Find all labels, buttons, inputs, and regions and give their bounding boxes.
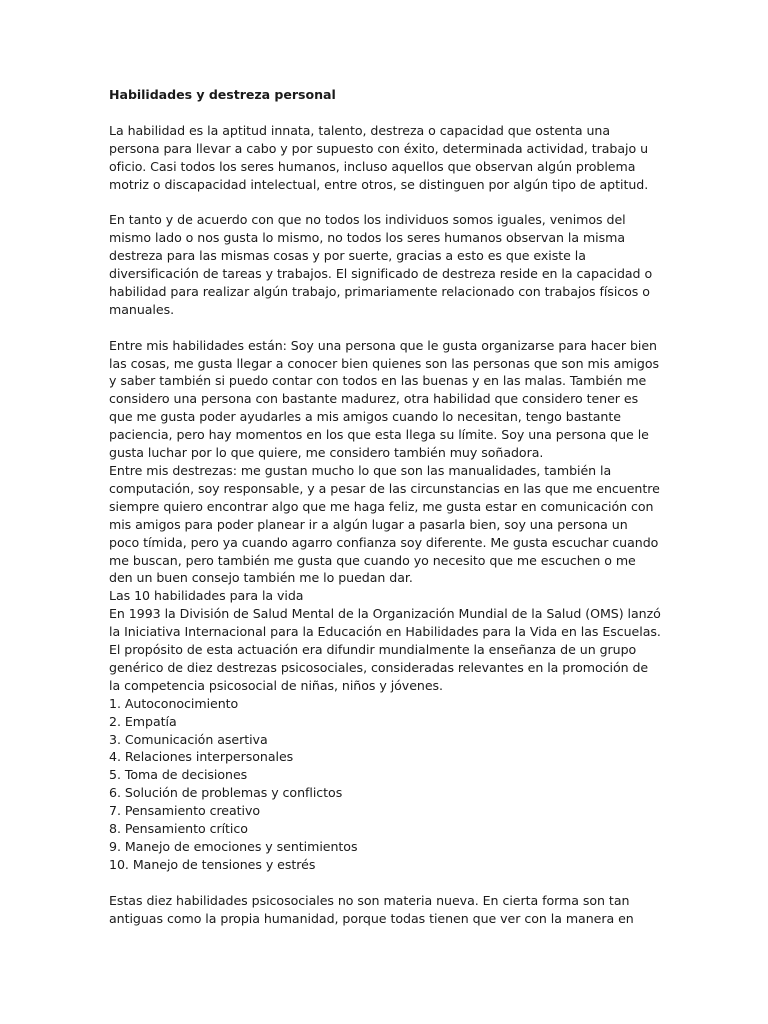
list-item: 10. Manejo de tensiones y estrés bbox=[109, 856, 316, 872]
spacer bbox=[109, 193, 661, 211]
paragraph-mis-destrezas: Entre mis destrezas: me gustan mucho lo que son las manualidades, también la computación, soy responsable, y a pesar de las circunstancias en las que me encuentre siempre quiero encontrar algo que me haga feliz, me gusta estar en comunicación con mis amigos para poder planear ir a algún lugar a pasarla bien, soy una persona un poco tímida, pero ya cuando agarro confianza soy diferente. Me gusta escuchar cuando me buscan, pero también me gusta que cuando yo necesito que me escuchen o me den un buen consejo también me lo puedan dar. bbox=[109, 462, 660, 586]
document-title: Habilidades y destreza personal bbox=[109, 87, 336, 102]
list-item: 8. Pensamiento crítico bbox=[109, 821, 248, 837]
paragraph-mis-habilidades: Entre mis habilidades están: Soy una persona que le gusta organizarse para hacer bien las cosas, me gusta llegar a conocer bien quienes son las personas que son mis amigos y saber también si puedo contar con todos en las buenas y en las malas. También me considero una persona con bastante madurez, otra habilidad que considero tener es que me gusta poder ayudarles a mis amigos cuando lo necesitan, tengo bastante paciencia, pero hay momentos en los que esta llega su límite. Soy una persona que le gusta luchar por lo que quiere, me considero también muy soñadora. bbox=[109, 337, 660, 461]
list-item: 1. Autoconocimiento bbox=[109, 695, 239, 711]
paragraph-oms: En 1993 la División de Salud Mental de la Organización Mundial de la Salud (OMS) lanzó la Iniciativa Internacional para la Educación en Habilidades para la Vida en las Escuelas. El propósito de esta actuación era difundir mundialmente la enseñanza de un grupo genérico de diez destrezas psicosociales, consideradas relevantes en la promoción de la competencia psicosocial de niñas, niños y jóvenes. bbox=[109, 606, 661, 693]
paragraph-destreza-definicion: En tanto y de acuerdo con que no todos los individuos somos iguales, venimos del mismo lado o nos gusta lo mismo, no todos los seres humanos observan la misma destreza para las mismas cosas y por suerte, gracias a esto es que existe la diversificación de tareas y trabajos. El significado de destreza reside en la capacidad o habilidad para realizar algún trabajo, primariamente relacionado con trabajos físicos o manuales. bbox=[109, 212, 653, 317]
list-item: 4. Relaciones interpersonales bbox=[109, 749, 294, 765]
list-item: 3. Comunicación asertiva bbox=[109, 731, 268, 747]
list-item: 9. Manejo de emociones y sentimientos bbox=[109, 839, 358, 855]
list-item: 5. Toma de decisiones bbox=[109, 767, 248, 783]
document-page bbox=[109, 86, 661, 928]
list-item: 7. Pensamiento creativo bbox=[109, 803, 261, 819]
paragraph-habilidad-definicion: La habilidad es la aptitud innata, talento, destreza o capacidad que ostenta una persona para llevar a cabo y por supuesto con éxito, determinada actividad, trabajo u oficio. Casi todos los seres humanos, incluso aquellos que observan algún problema motriz o discapacidad intelectual, entre otros, se distinguen por algún tipo de aptitud. bbox=[109, 122, 649, 192]
spacer bbox=[109, 104, 661, 122]
spacer bbox=[109, 319, 661, 337]
habilidades-list bbox=[109, 695, 661, 874]
section-heading-10-habilidades: Las 10 habilidades para la vida bbox=[109, 588, 304, 604]
list-item: 6. Solución de problemas y conflictos bbox=[109, 785, 343, 801]
list-item: 2. Empatía bbox=[109, 713, 177, 729]
spacer bbox=[109, 874, 661, 892]
paragraph-closing: Estas diez habilidades psicosociales no son materia nueva. En cierta forma son tan antiguas como la propia humanidad, porque todas tienen que ver con la manera en bbox=[109, 892, 634, 926]
